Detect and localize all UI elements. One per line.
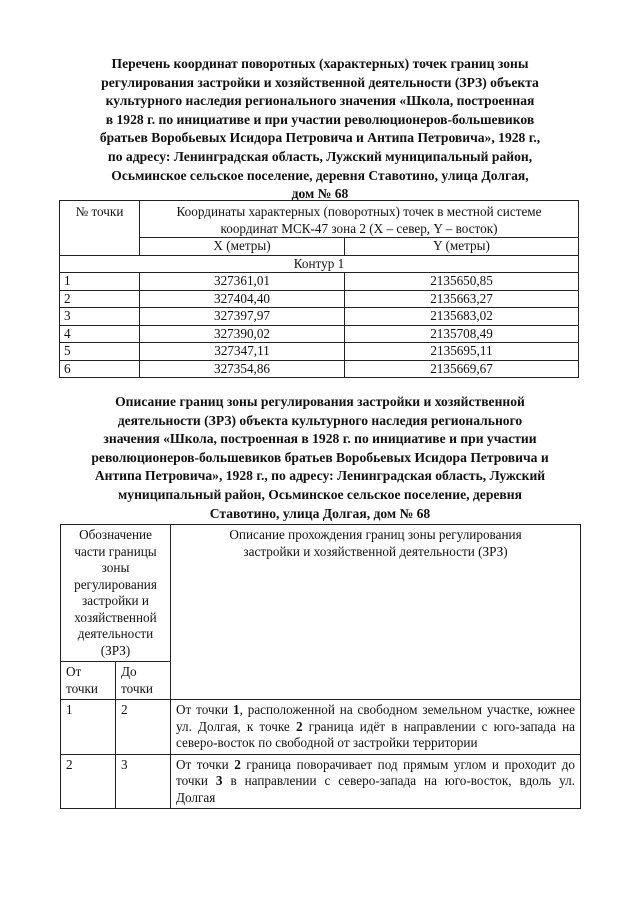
x-value: 327390,02	[140, 325, 345, 343]
title-line: Антипа Петровича», 1928 г., по адресу: Ленинградская область, Лужский	[94, 468, 546, 484]
header-description	[171, 525, 581, 700]
title-line: муниципальный район, Осьминское сельское поселение, деревня	[118, 486, 522, 502]
y-value: 2135683,02	[345, 308, 579, 326]
header-to-point	[116, 662, 171, 700]
title-line: деятельности (ЗРЗ) объекта культурного наследия регионального	[117, 412, 523, 428]
table-row	[61, 700, 581, 755]
from-point: 1	[61, 700, 116, 755]
point-number: 2	[60, 290, 140, 308]
title-line: культурного наследия регионального значения «Школа, построенная	[105, 93, 535, 109]
header-segment-designation	[61, 525, 171, 662]
header-coordinates-line: Координаты характерных (поворотных) точек в местной системе	[176, 204, 542, 219]
point-ref: 2	[295, 718, 303, 734]
header-line: застройки и хозяйственной деятельности (ЗРЗ)	[243, 543, 508, 559]
title-line: в 1928 г. по инициативе и при участии революционеров-большевиков	[105, 111, 535, 127]
contour-row	[60, 255, 579, 273]
header-line: (ЗРЗ)	[100, 642, 131, 658]
y-value: 2135663,27	[345, 290, 579, 308]
table-row	[60, 290, 579, 308]
header-line: Описание прохождения границ зоны регулирования	[229, 527, 522, 542]
title-line: Осьминское сельское поселение, деревня Ставотино, улица Долгая,	[111, 167, 529, 183]
point-number: 1	[60, 273, 140, 291]
header-line: регулирования	[74, 576, 157, 592]
header-from-point	[61, 662, 116, 700]
from-point: 2	[61, 754, 116, 809]
segment-description	[171, 700, 581, 755]
description-text: в направлении с северо-запада на юго-восток, вдоль ул. Долгая	[176, 773, 576, 805]
coordinates-list-title	[60, 55, 580, 204]
header-coordinates	[140, 201, 579, 238]
table-row	[61, 754, 581, 809]
title-line: дом № 68	[291, 186, 349, 202]
point-ref: 2	[234, 756, 241, 772]
title-line: по адресу: Ленинградская область, Лужский муниципальный район,	[107, 148, 533, 164]
description-text: От точки	[176, 756, 235, 772]
header-line: застройки и	[82, 593, 149, 608]
point-number: 4	[60, 325, 140, 343]
title-line: революционеров-большевиков братьев Воробьевых Исидора Петровича и	[91, 449, 549, 465]
description-text: граница идёт в направлении с юго-запада на северо-восток по свободной от застройки территории	[176, 718, 576, 750]
boundary-description-title	[60, 393, 580, 523]
header-line: Обозначение	[79, 527, 152, 542]
x-value: 327404,40	[140, 290, 345, 308]
table-row	[60, 325, 579, 343]
header-x: X (метры)	[140, 238, 345, 256]
point-number: 6	[60, 360, 140, 378]
segment-description	[171, 754, 581, 809]
y-value: 2135708,49	[345, 325, 579, 343]
title-line: значения «Школа, построенная в 1928 г. по инициативе и при участии	[103, 431, 537, 447]
table-header-row	[60, 201, 579, 238]
title-line: Ставотино, улица Долгая, дом № 68	[209, 505, 431, 521]
table-row	[60, 273, 579, 291]
header-line: До	[121, 664, 137, 679]
x-value: 327361,01	[140, 273, 345, 291]
header-y: Y (метры)	[345, 238, 579, 256]
coordinates-table	[59, 200, 579, 378]
x-value: 327347,11	[140, 343, 345, 361]
y-value: 2135650,85	[345, 273, 579, 291]
title-line: Описание границ зоны регулирования застройки и хозяйственной	[115, 394, 525, 409]
y-value: 2135669,67	[345, 360, 579, 378]
to-point: 2	[116, 700, 171, 755]
header-line: точки	[66, 680, 98, 696]
table-row	[60, 343, 579, 361]
to-point: 3	[116, 754, 171, 809]
header-coordinates-line: координат МСК-47 зона 2 (X – север, Y – восток)	[220, 220, 498, 236]
x-value: 327354,86	[140, 360, 345, 378]
boundary-description-table	[60, 524, 581, 809]
header-line: От	[66, 664, 82, 679]
description-text: , расположенной на свободном земельном участке, южнее ул. Долгая, к точке	[176, 702, 576, 734]
point-number: 5	[60, 343, 140, 361]
table-row	[60, 308, 579, 326]
table-header-row	[61, 525, 581, 662]
title-line: регулирования застройки и хозяйственной деятельности (ЗРЗ) объекта	[101, 74, 539, 90]
description-text: От точки	[176, 702, 233, 717]
point-ref: 1	[232, 702, 240, 717]
header-line: хозяйственной	[74, 609, 157, 625]
title-line: Перечень координат поворотных (характерных) точек границ зоны	[111, 56, 529, 71]
y-value: 2135695,11	[345, 343, 579, 361]
title-line: братьев Воробьевых Исидора Петровича и Антипа Петровича», 1928 г.,	[99, 130, 541, 146]
header-point-number: № точки	[60, 201, 140, 256]
contour-label: Контур 1	[60, 255, 579, 273]
header-line: точки	[121, 680, 153, 696]
description-text: граница поворачивает под прямым углом и проходит до точки	[176, 756, 576, 788]
x-value: 327397,97	[140, 308, 345, 326]
header-line: части границы	[74, 543, 157, 559]
header-line: зоны	[101, 560, 130, 575]
point-number: 3	[60, 308, 140, 326]
header-line: деятельности	[77, 626, 154, 641]
point-ref: 3	[215, 773, 223, 788]
table-row	[60, 360, 579, 378]
